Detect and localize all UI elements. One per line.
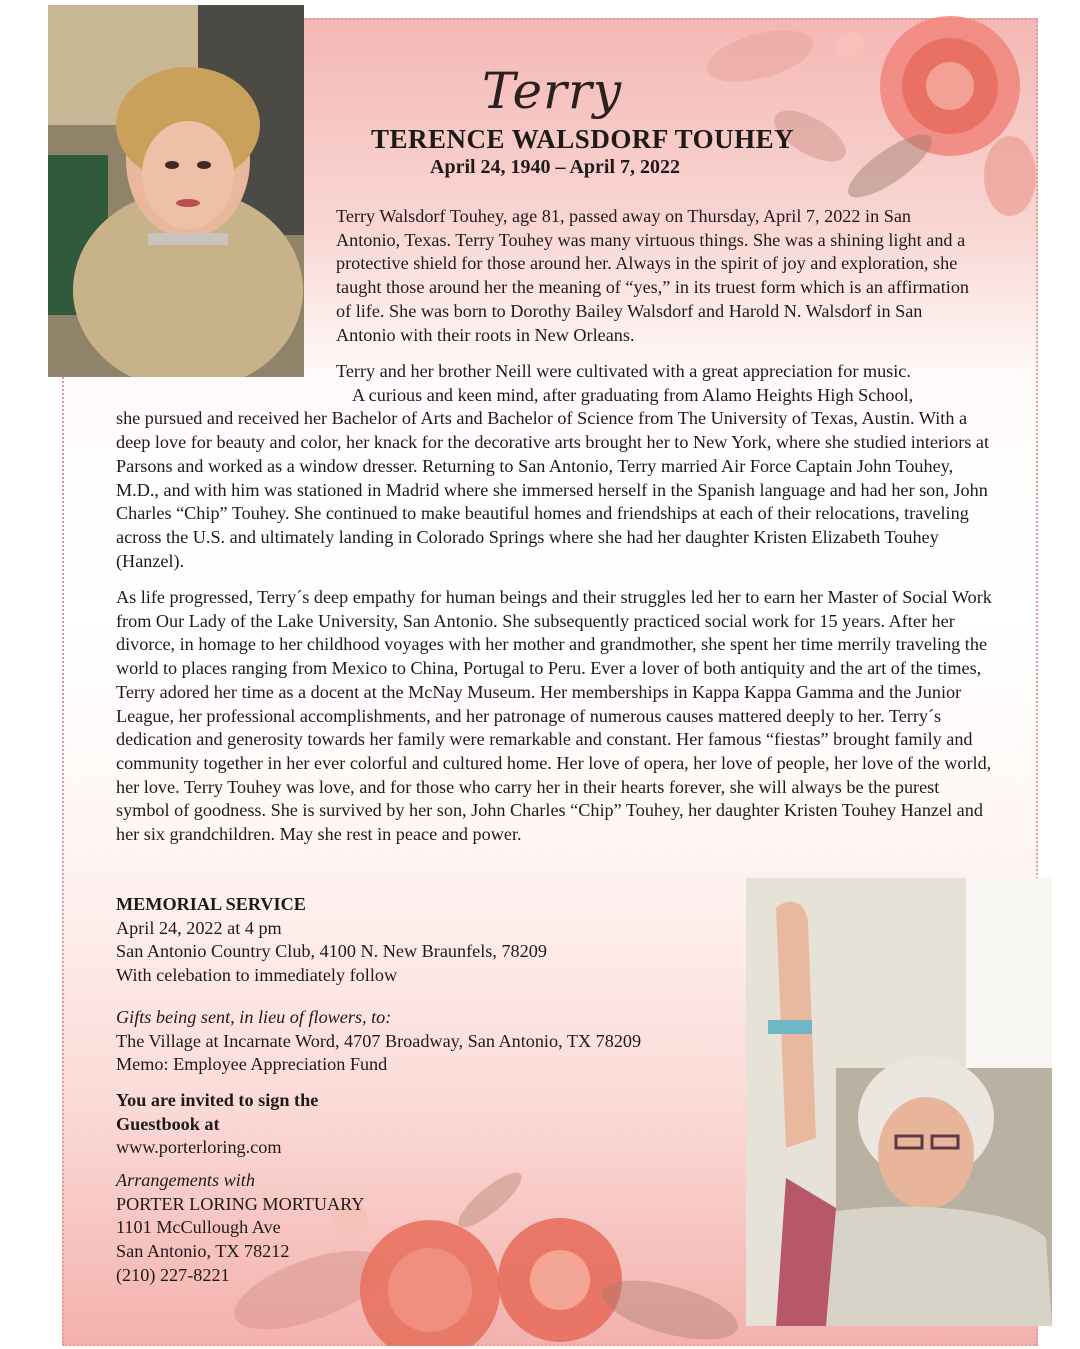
guestbook-line-2: Guestbook at [116, 1113, 220, 1134]
memorial-location: San Antonio Country Club, 4100 N. New Braunfels, 78209 [116, 941, 547, 962]
obituary-paragraph-1: Terry Walsdorf Touhey, age 81, passed away on Thursday, April 7, 2022 in San Antonio, Texas. Terry Touhey was many virtuous things. She was a shining light and a protective shield for those around her. Always in the spirit of joy and exploration, she taught those around her the meaning of “yes,” in its truest form which is an affirmation of life. She was born to Dorothy Bailey Walsdorf and Harold N. Walsdorf in San Antonio with their roots in New Orleans. [336, 206, 970, 345]
gifts-memo: Memo: Employee Appreciation Fund [116, 1054, 388, 1075]
arrangements-block [116, 1169, 364, 1288]
full-name: TERENCE WALSDORF TOUHEY [371, 124, 795, 154]
script-name-terry: Terry [482, 62, 623, 120]
guestbook-block [116, 1089, 318, 1160]
mortuary-phone: (210) 227-8221 [116, 1264, 230, 1285]
gifts-intro: Gifts being sent, in lieu of flowers, to: [116, 1007, 392, 1027]
gifts-address: The Village at Incarnate Word, 4707 Broadway, San Antonio, TX 78209 [116, 1030, 642, 1051]
guestbook-line-1: You are invited to sign the [116, 1090, 319, 1110]
paragraph-2-rest: she pursued and received her Bachelor of Arts and Bachelor of Science from The University of Texas, Austin. With a deep love for beauty and color, her knack for the decorative arts brought her to New York, where she studied interiors at Parsons and worked as a window dresser. Returning to San Antonio, Terry married Air Force Captain John Touhey, M.D., and with him was stationed in Madrid where she immersed herself in the Spanish language and had her son, John Charles “Chip” Touhey. She continued to make beautiful homes and friendships at each of their relocations, traveling across the U.S. and ultimately landing in Colorado Springs where she had her daughter Kristen Elizabeth Touhey (Hanzel). [116, 408, 989, 571]
gifts-block [116, 1006, 641, 1077]
mortuary-street: 1101 McCullough Ave [116, 1217, 281, 1238]
photo-elder-terry [746, 878, 1052, 1326]
obituary-paragraph-3: As life progressed, Terry´s deep empathy for human beings and their struggles led her to earn her Master of Social Work from Our Lady of the Lake University, San Antonio. She subsequently practiced social work for 15 years. After her divorce, in homage to her childhood voyages with her mother and grandmother, she spent her time merrily traveling the world to places ranging from Mexico to China, Portugal to Peru. Ever a lover of both antiquity and the art of the times, Terry adored her time as a docent at the McNay Museum. Her memberships in Kappa Kappa Gamma and the Junior League, her professional accomplishments, and her patronage of numerous causes mattered deeply to her. Terry´s dedication and generosity towards her family were remarkable and constant. Her famous “fiestas” brought family and community together in her ever colorful and cultured home. Her love of opera, her love of people, her love of the world, her love. Terry Touhey was love, and for those who carry her in their hearts forever, she will always be the purest symbol of goodness. She is survived by her son, John Charles “Chip” Touhey, her daughter Kristen Touhey Hanzel and her six grandchildren. May she rest in peace and power. [116, 587, 992, 845]
mortuary-name: PORTER LORING MORTUARY [116, 1193, 365, 1214]
mortuary-city: San Antonio, TX 78212 [116, 1241, 290, 1262]
life-dates: April 24, 1940 – April 7, 2022 [430, 156, 681, 178]
arrangements-intro: Arrangements with [116, 1170, 255, 1190]
guestbook-url[interactable]: www.porterloring.com [116, 1137, 282, 1158]
memorial-note: With celebation to immediately follow [116, 965, 398, 986]
floral-decoration-top [700, 16, 1038, 216]
paragraph-2-lead-second: A curious and keen mind, after graduating from Alamo Heights High School, [352, 384, 914, 405]
obituary-paragraph-2 [116, 360, 996, 573]
memorial-service-block [116, 893, 547, 988]
memorial-heading: MEMORIAL SERVICE [116, 894, 306, 914]
memorial-date: April 24, 2022 at 4 pm [116, 917, 282, 938]
photo-young-terry [48, 5, 304, 377]
paragraph-2-lead: Terry and her brother Neill were cultivated with a great appreciation for music. [336, 361, 911, 381]
